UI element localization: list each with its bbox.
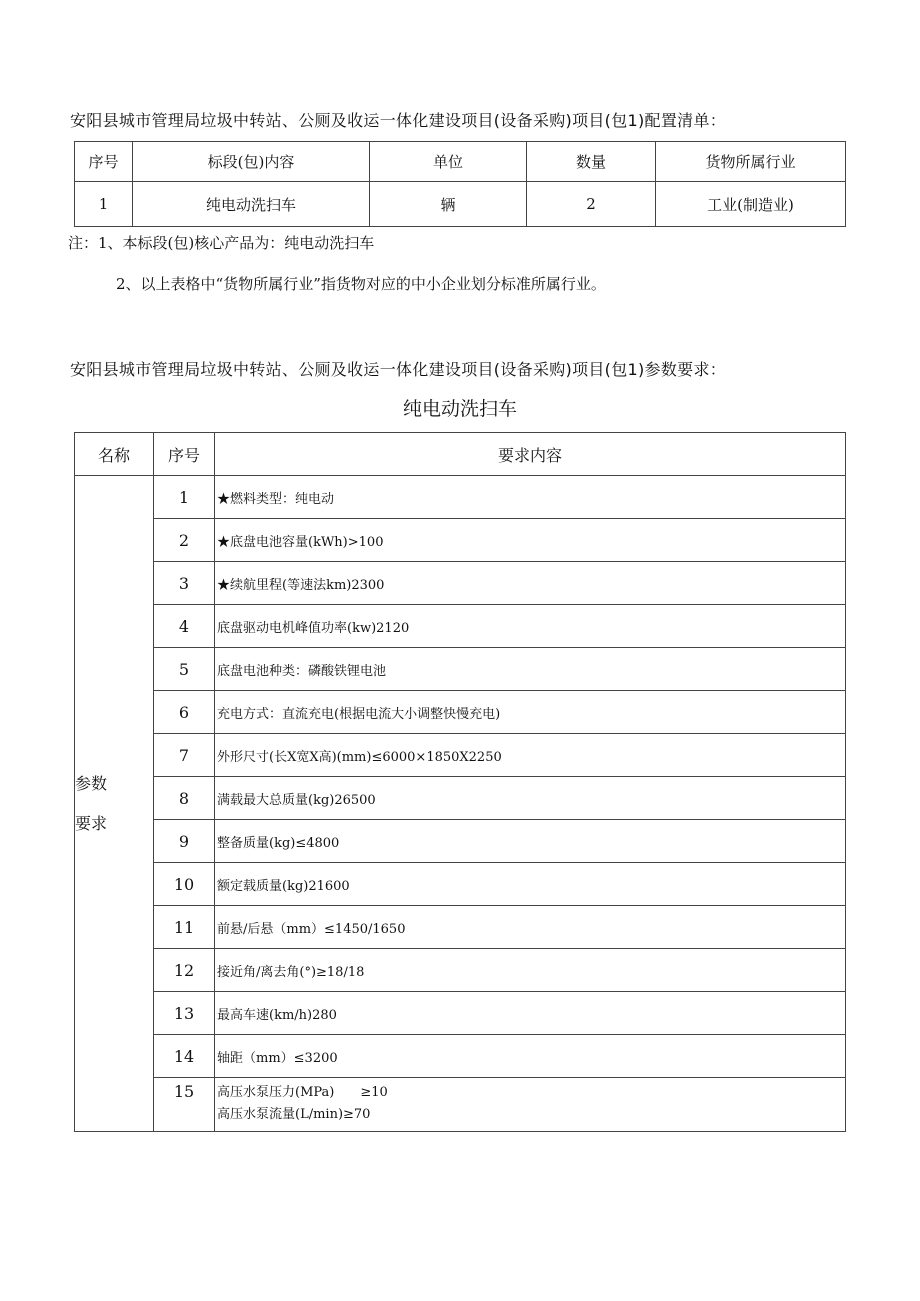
row-requirement: 底盘电池种类：磷酸铁锂电池 xyxy=(215,648,846,691)
table-row xyxy=(75,1078,846,1132)
row-requirement xyxy=(215,1078,846,1132)
param-name-cell xyxy=(75,476,154,1132)
col-header-industry: 货物所属行业 xyxy=(656,142,846,182)
note-industry: 2、以上表格中“货物所属行业”指货物对应的中小企业划分标准所属行业。 xyxy=(116,275,606,293)
row-requirement: ★续航里程(等速法km)2300 xyxy=(215,562,846,605)
row-requirement: 轴距（mm）≤3200 xyxy=(215,1035,846,1078)
row-requirement: 整备质量(kg)≤4800 xyxy=(215,820,846,863)
row-seq: 4 xyxy=(154,605,215,648)
table-row xyxy=(75,863,846,906)
row-requirement: ★底盘电池容量(kWh)>100 xyxy=(215,519,846,562)
param-name-line1: 参数 xyxy=(75,773,108,793)
config-row-seq: 1 xyxy=(75,182,133,227)
row-requirement: 接近角/离去角(°)≥18/18 xyxy=(215,949,846,992)
config-table xyxy=(74,141,846,227)
table-row xyxy=(75,992,846,1035)
param-requirements-heading: 安阳县城市管理局垃圾中转站、公厕及收运一体化建设项目(设备采购)项目(包1)参数要求： xyxy=(70,360,727,379)
row-seq: 3 xyxy=(154,562,215,605)
row-requirement: 额定载质量(kg)21600 xyxy=(215,863,846,906)
table-row xyxy=(75,648,846,691)
param-header-name: 名称 xyxy=(75,433,154,476)
table-row xyxy=(75,519,846,562)
config-header-row xyxy=(75,142,846,182)
table-row xyxy=(75,734,846,777)
col-header-unit: 单位 xyxy=(370,142,527,182)
param-header-req: 要求内容 xyxy=(215,433,846,476)
col-header-seq: 序号 xyxy=(75,142,133,182)
row-requirement: 最高车速(km/h)280 xyxy=(215,992,846,1035)
row-requirement: ★燃料类型：纯电动 xyxy=(215,476,846,519)
row-seq: 12 xyxy=(154,949,215,992)
col-header-qty: 数量 xyxy=(527,142,656,182)
config-row-content: 纯电动洗扫车 xyxy=(133,182,370,227)
param-header-row xyxy=(75,433,846,476)
row-seq: 13 xyxy=(154,992,215,1035)
table-row xyxy=(75,562,846,605)
param-name-line2: 要求 xyxy=(75,813,108,833)
table-row xyxy=(75,820,846,863)
row-seq: 9 xyxy=(154,820,215,863)
row-seq: 1 xyxy=(154,476,215,519)
col-header-content: 标段(包)内容 xyxy=(133,142,370,182)
row-seq: 8 xyxy=(154,777,215,820)
row-seq: 10 xyxy=(154,863,215,906)
row-seq: 15 xyxy=(154,1078,215,1132)
row-seq: 5 xyxy=(154,648,215,691)
config-list-heading: 安阳县城市管理局垃圾中转站、公厕及收运一体化建设项目(设备采购)项目(包1)配置清单： xyxy=(70,111,727,130)
row-seq: 6 xyxy=(154,691,215,734)
table-row xyxy=(75,949,846,992)
row-requirement: 满载最大总质量(kg)26500 xyxy=(215,777,846,820)
param-table xyxy=(74,432,846,1132)
config-row xyxy=(75,182,846,227)
product-title: 纯电动洗扫车 xyxy=(402,398,517,420)
config-row-qty: 2 xyxy=(527,182,656,227)
table-row xyxy=(75,605,846,648)
config-row-industry: 工业(制造业) xyxy=(656,182,846,227)
table-row xyxy=(75,691,846,734)
pump-pressure-line: 高压水泵压力(MPa) ≥10 xyxy=(217,1085,388,1100)
table-row xyxy=(75,777,846,820)
row-requirement: 底盘驱动电机峰值功率(kw)2120 xyxy=(215,605,846,648)
row-requirement: 前悬/后悬（mm）≤1450/1650 xyxy=(215,906,846,949)
table-row xyxy=(75,1035,846,1078)
table-row xyxy=(75,476,846,519)
row-seq: 11 xyxy=(154,906,215,949)
note-core-product: 注：1、本标段(包)核心产品为：纯电动洗扫车 xyxy=(68,234,375,252)
pump-flow-line: 高压水泵流量(L/min)≥70 xyxy=(217,1107,371,1122)
row-requirement: 充电方式：直流充电(根据电流大小调整快慢充电) xyxy=(215,691,846,734)
row-seq: 14 xyxy=(154,1035,215,1078)
row-seq: 7 xyxy=(154,734,215,777)
row-requirement: 外形尺寸(长X宽X高)(mm)≤6000×1850X2250 xyxy=(215,734,846,777)
config-row-unit: 辆 xyxy=(370,182,527,227)
table-row xyxy=(75,906,846,949)
row-seq: 2 xyxy=(154,519,215,562)
param-header-seq: 序号 xyxy=(154,433,215,476)
